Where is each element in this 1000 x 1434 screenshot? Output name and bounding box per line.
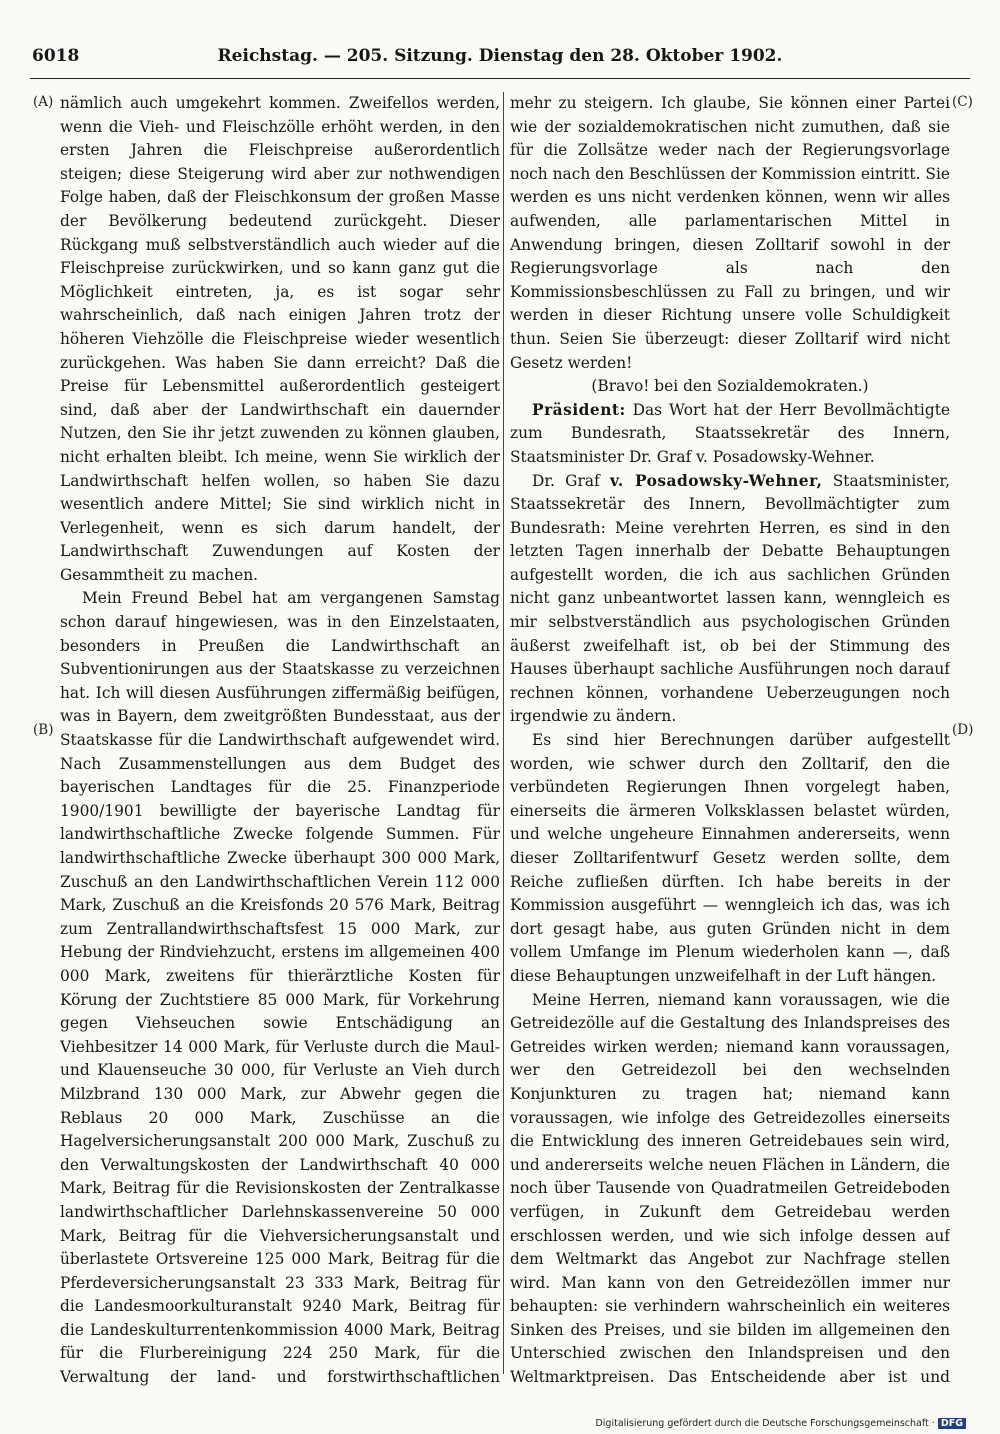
footer-text: Digitalisierung gefördert durch die Deutsche Forschungsgemeinschaft · — [595, 1418, 935, 1429]
margin-mark-a: (A) — [33, 94, 54, 110]
footer-credit — [595, 1418, 966, 1429]
president-statement — [510, 399, 950, 470]
margin-mark-b: (B) — [33, 722, 54, 738]
speaker-posadowsky: v. Posadowsky-Wehner, — [609, 471, 823, 490]
applause-note: (Bravo! bei den Sozialdemokraten.) — [591, 377, 869, 396]
right-column — [510, 92, 950, 1392]
margin-mark-c: (C) — [952, 94, 973, 110]
page-header — [30, 40, 970, 79]
left-column — [60, 92, 500, 1392]
left-paragraph-2: Mein Freund Bebel hat am vergangenen Samstag schon darauf hingewiesen, was in den Einzelstaaten, besonders in Preußen die Landwirthschaft an Subventionirungen aus der Staatskasse zu verzeichnen hat. Ich will diesen Ausführungen ziffermäßig beifügen, was in Bayern, dem zweitgrößten Bundesstaat, aus der Staatskasse für die Landwirthschaft aufgewendet wird. Nach Zusammenstellungen aus dem Budget des bayerischen Landtages für die 25. Finanzperiode 1900/1901 bewilligte der bayerische Landtag für landwirthschaftliche Zwecke folgende Summen. Für landwirthschaftliche Zwecke überhaupt 300 000 Mark, Zuschuß an den Landwirthschaftlichen Verein 112 000 Mark, Zuschuß an die Kreisfonds 20 576 Mark, Beitrag zum Zentrallandwirthschaftsfest 15 000 Mark, zur Hebung der Rindviehzucht, erstens im allgemeinen 400 000 Mark, zweitens für thierärztliche Kosten für Körung der Zuchtstiere 85 000 Mark, für Vorkehrung gegen Viehseuchen sowie Entschädigung an Viehbesitzer 14 000 Mark, für Verluste durch die Maul- und Klauenseuche 30 000, für Verluste an Vieh durch Milzbrand 130 000 Mark, zur Abwehr gegen die Reblaus 20 000 Mark, Zuschüsse an die Hagelversicherungsanstalt 200 000 Mark, Zuschuß zu den Verwaltungskosten der Landwirthschaft 40 000 Mark, Beitrag für die Revisionskosten der Zentralkasse landwirthschaftlicher Darlehnskassenvereine 50 000 Mark, Beitrag für die Viehversicherungsanstalt und überlastete Ortsvereine 125 000 Mark, Beitrag für die Pferdeversicherungsanstalt 23 333 Mark, Beitrag für die Landesmoorkulturanstalt 9240 Mark, Beitrag für die Landeskulturrentenkommission 4000 Mark, Beitrag für die Flurbereinigung 224 250 Mark, für die Verwaltung der land- und forstwirthschaftlichen — [60, 589, 500, 1387]
speaker-president: Präsident: — [532, 400, 626, 419]
left-paragraph-1: nämlich auch umgekehrt kommen. Zweifellos werden, wenn die Vieh- und Fleischzölle erhöht werden, in den ersten Jahren die Fleischpreise außerordentlich steigen; diese Steigerung wird aber zur nothwendigen Folge haben, daß der Fleischkonsum der großen Masse der Bevölkerung bedeutend zurückgeht. Dieser Rückgang muß selbstverständlich auch wieder auf die Fleischpreise zurückwirken, und so kann ganz gut die Möglichkeit eintreten, ja, es ist sogar sehr wahrscheinlich, daß nach einigen Jahren trotz der höheren Viehzölle die Fleischpreise wieder wesentlich zurückgehen. Was haben Sie dann erreicht? Daß die Preise für Lebensmittel außerordentlich gesteigert sind, daß aber der Landwirthschaft ein dauernder Nutzen, den Sie ihr jetzt zuwenden zu können glauben, nicht erhalten bleibt. Ich meine, wenn Sie wirklich der Landwirthschaft helfen wollen, so haben Sie dazu wesentlich andere Mittel; Sie sind wirklich nicht in Verlegenheit, wenn es sich darum handelt, der Landwirthschaft Zuwendungen auf Kosten der Gesammtheit zu machen. — [60, 94, 500, 584]
margin-mark-d: (D) — [952, 722, 974, 738]
posadowsky-speech-intro — [510, 470, 950, 730]
speaker-prefix: Dr. Graf — [532, 471, 610, 490]
posadowsky-text: Staatsminister, Staatssekretär des Innern, Bevollmächtigter zum Bundesrath: Meine verehrten Herren, es sind in den letzten Tagen innerhalb der Debatte Behauptungen aufgestellt worden, die ich aus sachlichen Gründen nicht ganz unbeantwortet lassen kann, wenngleich es mir selbstverständlich aus psychologischen Gründen äußerst zweifelhaft ist, ob bei der Stimmung des Hauses überhaupt sachliche Ausführungen noch darauf rechnen können, vorhandene Ueberzeugungen noch irgendwie zu ändern. — [510, 471, 950, 726]
page-number: 6018 — [32, 46, 80, 66]
president-text: Das Wort hat der Herr Bevollmächtigte zum Bundesrath, Staatssekretär des Innern, Staatsminister Dr. Graf v. Posadowsky-Wehner. — [510, 400, 950, 466]
right-paragraph-6 — [510, 989, 950, 1392]
right-paragraph-1: mehr zu steigern. Ich glaube, Sie können einer Partei wie der sozialdemokratischen nicht zumuthen, daß sie für die Zollsätze weder nach der Regierungsvorlage noch nach den Beschlüssen der Kommission eintritt. Sie werden es uns nicht verdenken können, wenn wir alles aufwenden, alle parlamentarischen Mittel in Anwendung bringen, diesen Zolltarif sowohl in der Regierungsvorlage als nach den Kommissionsbeschlüssen zu Fall zu bringen, und wir werden in dieser Richtung unsere volle Schuldigkeit thun. Seien Sie überzeugt: dieser Zolltarif wird nicht Gesetz werden! — [510, 94, 950, 372]
running-title: Reichstag. — 205. Sitzung. Dienstag den 28. Oktober 1902. — [217, 46, 783, 66]
dfg-logo: DFG — [938, 1418, 966, 1429]
right-paragraph-5: Es sind hier Berechnungen darüber aufgestellt worden, wie schwer durch den Zolltarif, den die verbündeten Regierungen Ihnen vorgelegt haben, einerseits die ärmeren Volksklassen belastet würden, und welche ungeheure Einnahmen andererseits, wenn dieser Zolltarifentwurf Gesetz werden sollte, dem Reiche zufließen dürften. Ich habe bereits in der Kommission ausgeführt — wenngleich ich das, was ich dort gesagt habe, aus guten Gründen nicht in dem vollem Umfange im Plenum wiederholen kann —, daß diese Behauptungen unzweifelhaft in der Luft hängen. — [510, 731, 950, 985]
column-divider — [503, 92, 504, 1374]
right-paragraph-6-text: Meine Herren, niemand kann voraussagen, wie die Getreidezölle auf die Gestaltung des Inlandspreises des Getreides wirken werden; niemand kann voraussagen, wer den Getreidezoll bei den wechselnden Konjunkturen zu tragen hat; niemand kann voraussagen, wie infolge des Getreidezolles einerseits die Entwicklung des inneren Getreidebaues sein wird, und andererseits welche neuen Flächen in Ländern, die noch über Tausende von Quadratmeilen Getreideboden verfügen, in Zukunft dem Getreidebau werden erschlossen werden, und wie sich infolge dessen auf dem Weltmarkt das Angebot zur Nachfrage stellen wird. Man kann von den Getreidezöllen immer nur behaupten: sie verhindern wahrscheinlich ein weiteres Sinken des Preises, und sie bilden im allgemeinen den Unterschied zwischen den Inlandspreisen und den Weltmarktpreisen. Das Entscheidende aber ist und — [510, 990, 950, 1387]
